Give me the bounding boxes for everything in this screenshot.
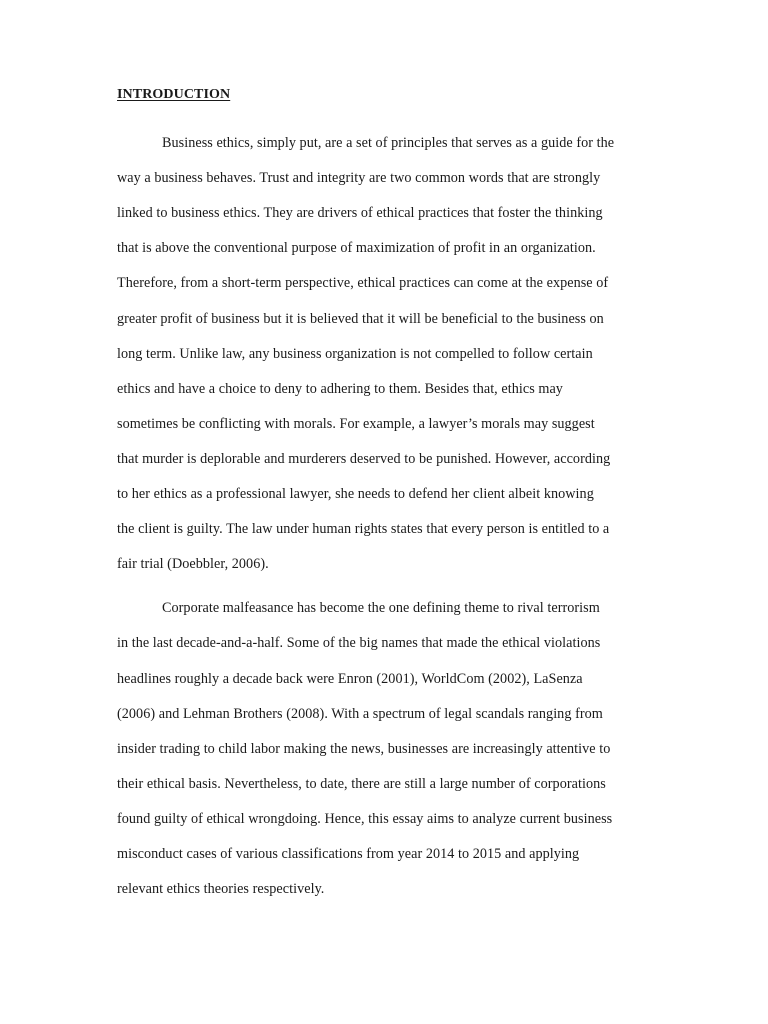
- paragraph-line: (2006) and Lehman Brothers (2008). With a spectrum of legal scandals ranging from: [117, 706, 603, 722]
- paragraph-line: sometimes be conflicting with morals. For example, a lawyer’s morals may suggest: [117, 416, 595, 432]
- paragraph-line: greater profit of business but it is believed that it will be beneficial to the business on: [117, 311, 604, 327]
- paragraph-line: fair trial (Doebbler, 2006).: [117, 556, 269, 572]
- paragraph-line: insider trading to child labor making the news, businesses are increasingly attentive to: [117, 741, 611, 757]
- paragraph-line: long term. Unlike law, any business organization is not compelled to follow certain: [117, 346, 593, 362]
- paragraph-line: that is above the conventional purpose of maximization of profit in an organization.: [117, 240, 596, 256]
- paragraph-line: misconduct cases of various classifications from year 2014 to 2015 and applying: [117, 846, 580, 862]
- paragraph-line: way a business behaves. Trust and integrity are two common words that are strongly: [117, 170, 601, 186]
- paragraph-line: in the last decade-and-a-half. Some of the big names that made the ethical violations: [117, 635, 601, 651]
- paragraph-line: to her ethics as a professional lawyer, she needs to defend her client albeit knowing: [117, 486, 594, 502]
- paragraph-line: their ethical basis. Nevertheless, to date, there are still a large number of corporations: [117, 776, 606, 792]
- paragraph-line: Business ethics, simply put, are a set of principles that serves as a guide for the: [162, 135, 615, 151]
- paragraph-line: linked to business ethics. They are drivers of ethical practices that foster the thinking: [117, 205, 603, 221]
- paragraph-line: that murder is deplorable and murderers deserved to be punished. However, according: [117, 451, 611, 467]
- paragraph-line: Corporate malfeasance has become the one defining theme to rival terrorism: [162, 600, 600, 616]
- paragraph-line: the client is guilty. The law under human rights states that every person is entitled to a: [117, 521, 610, 537]
- paragraph-line: ethics and have a choice to deny to adhering to them. Besides that, ethics may: [117, 381, 563, 397]
- paragraph-line: relevant ethics theories respectively.: [117, 881, 325, 897]
- paragraph-line: Therefore, from a short-term perspective, ethical practices can come at the expense of: [117, 275, 609, 291]
- paragraph-line: headlines roughly a decade back were Enron (2001), WorldCom (2002), LaSenza: [117, 671, 583, 687]
- paragraph-line: found guilty of ethical wrongdoing. Hence, this essay aims to analyze current business: [117, 811, 613, 827]
- section-heading: INTRODUCTION: [117, 87, 231, 102]
